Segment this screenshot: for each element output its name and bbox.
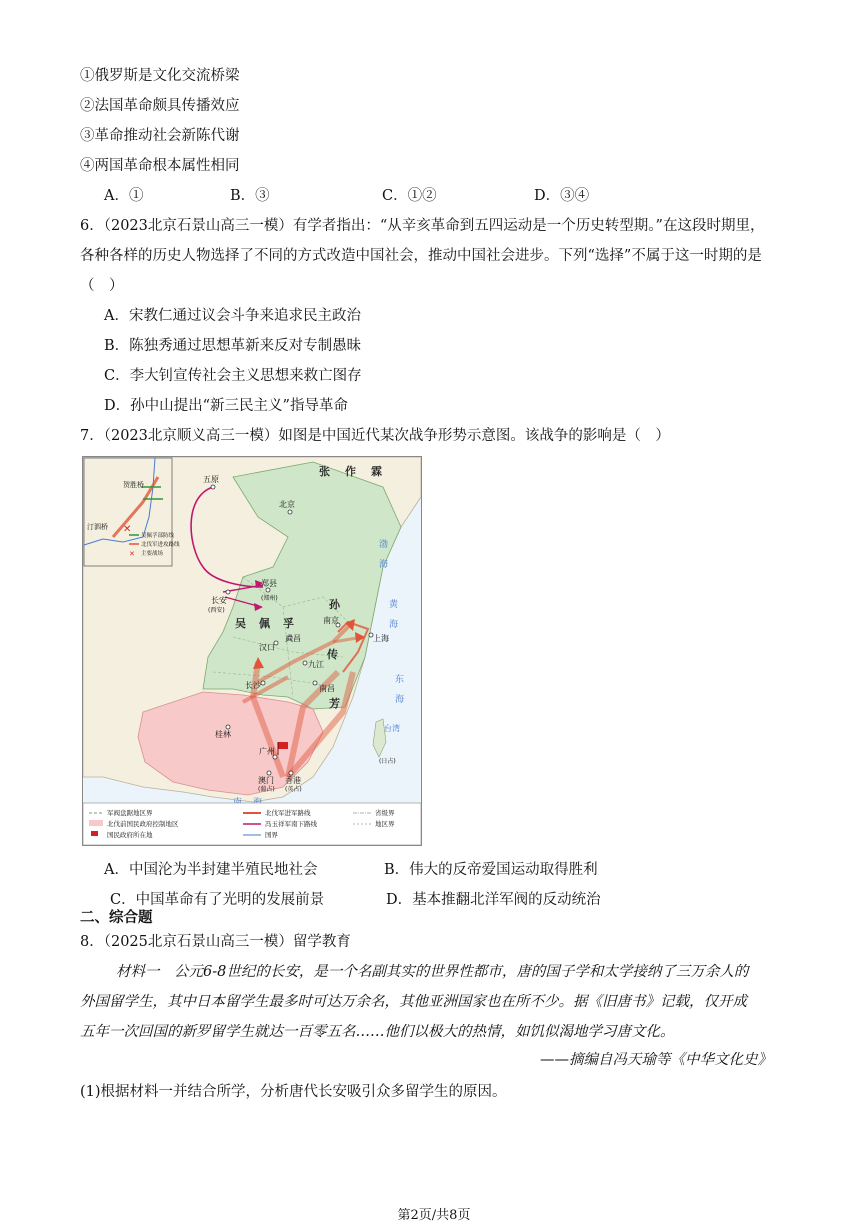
gov-seat-flag-icon xyxy=(278,742,288,749)
inset-legend-battlefield: 主要战场 xyxy=(141,551,164,557)
map-place-wuyuan: 五原 xyxy=(203,475,219,484)
map-place-jiujiang: 九江 xyxy=(308,660,324,669)
q5-option-a[interactable]: A．① xyxy=(104,188,144,204)
map-place-nanjing: 南京 xyxy=(323,616,339,625)
q6-stem-line-3: （ ） xyxy=(80,278,124,294)
q7-stem: 7．（2023北京顺义高三一模）如图是中国近代某次战争形势示意图。该战争的影响是（ ） xyxy=(80,428,670,444)
q7-option-c[interactable]: C．中国革命有了光明的发展前景 xyxy=(110,892,325,908)
q7-option-a[interactable]: A．中国沦为半封建半殖民地社会 xyxy=(104,862,318,878)
q6-option-c[interactable]: C．李大钊宣传社会主义思想来救亡图存 xyxy=(104,368,362,384)
q6-option-d[interactable]: D．孙中山提出“新三民主义”指导革命 xyxy=(104,398,348,414)
sea-dong-1: 东 xyxy=(395,675,405,685)
legend-gov-seat: 国民政府所在地 xyxy=(107,831,153,839)
legend-province-border: 省级界 xyxy=(375,809,395,817)
warlord-wu: 吴 xyxy=(235,617,246,630)
legend-district-border: 地区界 xyxy=(375,820,395,828)
map-place-macau-note: (葡占) xyxy=(258,786,275,793)
legend-feng-route: 冯玉祥军南下路线 xyxy=(265,820,317,828)
q6-stem-line-2: 各种各样的历史人物选择了不同的方式改造中国社会，推动中国社会进步。下列“选择”不属于这一时期的是 xyxy=(80,248,762,264)
map-place-taiwan-note: (日占) xyxy=(379,758,396,765)
map-place-nanchang: 南昌 xyxy=(319,684,335,693)
q5-option-c[interactable]: C．①② xyxy=(382,188,437,204)
inset-legend-defense: 吴佩孚部防线 xyxy=(141,533,175,539)
sea-dong-2: 海 xyxy=(395,695,405,705)
q7-option-d[interactable]: D．基本推翻北洋军阀的反动统治 xyxy=(386,892,601,908)
map-place-changan: 长安 xyxy=(211,596,227,605)
map-place-changsha: 长沙 xyxy=(245,681,261,690)
map-place-heshengqiao: 贺胜桥 xyxy=(123,481,144,489)
map-place-zhengzhou: (郑州) xyxy=(261,595,278,602)
inset-legend-route: 北伐军进攻路线 xyxy=(141,542,180,548)
map-place-beijing: 北京 xyxy=(279,500,295,509)
warlord-lin: 霖 xyxy=(371,465,382,478)
q6-option-b[interactable]: B．陈独秀通过思想革新来反对专制愚昧 xyxy=(104,338,362,354)
q8-material-line-3: 五年一次回国的新罗留学生就达一百零五名……他们以极大的热情，如饥似渴地学习唐文化。 xyxy=(80,1024,675,1040)
map-place-tingsiqiao: 汀泗桥 xyxy=(87,523,108,531)
map-place-hongkong-note: (英占) xyxy=(285,786,302,793)
warlord-fu: 孚 xyxy=(283,617,294,630)
q8-material-line-1: 材料一 公元6-8世纪的长安，是一个名副其实的世界性都市，唐的国子学和太学接纳了三万余人的 xyxy=(116,964,749,980)
q5-option-d[interactable]: D．③④ xyxy=(534,188,590,204)
legend-expedition-route: 北伐军进军路线 xyxy=(265,809,311,817)
warlord-zuo: 作 xyxy=(345,465,356,478)
sea-huang-1: 黄 xyxy=(389,600,399,610)
q8-source: ——摘编自冯天瑜等《中华文化史》 xyxy=(540,1052,772,1068)
map-place-hongkong: 香港 xyxy=(285,776,301,785)
q8-material-line-2: 外国留学生，其中日本留学生最多时可达万余名，其他亚洲国家也在所不少。据《旧唐书》记载，仅开成 xyxy=(80,994,747,1010)
q8-subquestion-1: (1)根据材料一并结合所学，分析唐代长安吸引众多留学生的原因。 xyxy=(80,1084,507,1100)
map-place-hankou: 汉口 xyxy=(259,643,275,652)
section-title: 二、综合题 xyxy=(80,910,153,926)
map-place-macau: 澳门 xyxy=(258,776,274,785)
map-place-shanghai: 上海 xyxy=(373,634,389,643)
svg-text:✕: ✕ xyxy=(129,550,135,558)
warlord-pei: 佩 xyxy=(259,617,270,630)
q6-option-a[interactable]: A．宋教仁通过议会斗争来追求民主政治 xyxy=(104,308,361,324)
map-place-wuchang: 武昌 xyxy=(285,634,301,643)
map-place-xian: (西安) xyxy=(208,607,225,614)
sea-bo-1: 渤 xyxy=(379,540,389,550)
q5-option-b[interactable]: B．③ xyxy=(230,188,270,204)
q7-option-b[interactable]: B．伟大的反帝爱国运动取得胜利 xyxy=(384,862,598,878)
map-place-guangzhou: 广州 xyxy=(259,747,275,756)
warlord-fang: 芳 xyxy=(329,697,340,710)
sea-huang-2: 海 xyxy=(389,620,399,630)
warlord-zhang: 张 xyxy=(319,465,330,478)
q8-stem: 8．（2025北京石景山高三一模）留学教育 xyxy=(80,934,351,950)
page-number: 第2页/共8页 xyxy=(397,1208,471,1223)
map-place-taiwan: 台湾 xyxy=(384,724,400,733)
q5-stmt-2: ②法国革命颇具传播效应 xyxy=(80,98,240,114)
northern-expedition-map xyxy=(82,456,422,846)
map-place-zhengxian: 郑县 xyxy=(261,579,277,588)
map-place-guilin: 桂林 xyxy=(215,730,231,739)
warlord-chuan: 传 xyxy=(327,648,338,661)
sea-bo-2: 海 xyxy=(379,560,389,570)
warlord-sun: 孙 xyxy=(329,598,340,611)
legend-warlord-boundary: 军阀盘踞地区界 xyxy=(107,809,153,817)
legend-gov-area: 北伐前国民政府控制地区 xyxy=(107,820,179,828)
battle-x-icon: ✕ xyxy=(123,524,132,535)
q5-stmt-4: ④两国革命根本属性相同 xyxy=(80,158,240,174)
q6-stem-line-1: 6．（2023北京石景山高三一模）有学者指出：“从辛亥革命到五四运动是一个历史转型期。”在这段时期里， xyxy=(80,218,765,234)
q5-stmt-1: ①俄罗斯是文化交流桥梁 xyxy=(80,68,240,84)
q5-stmt-3: ③革命推动社会新陈代谢 xyxy=(80,128,240,144)
legend-national-border: 国界 xyxy=(265,831,278,839)
